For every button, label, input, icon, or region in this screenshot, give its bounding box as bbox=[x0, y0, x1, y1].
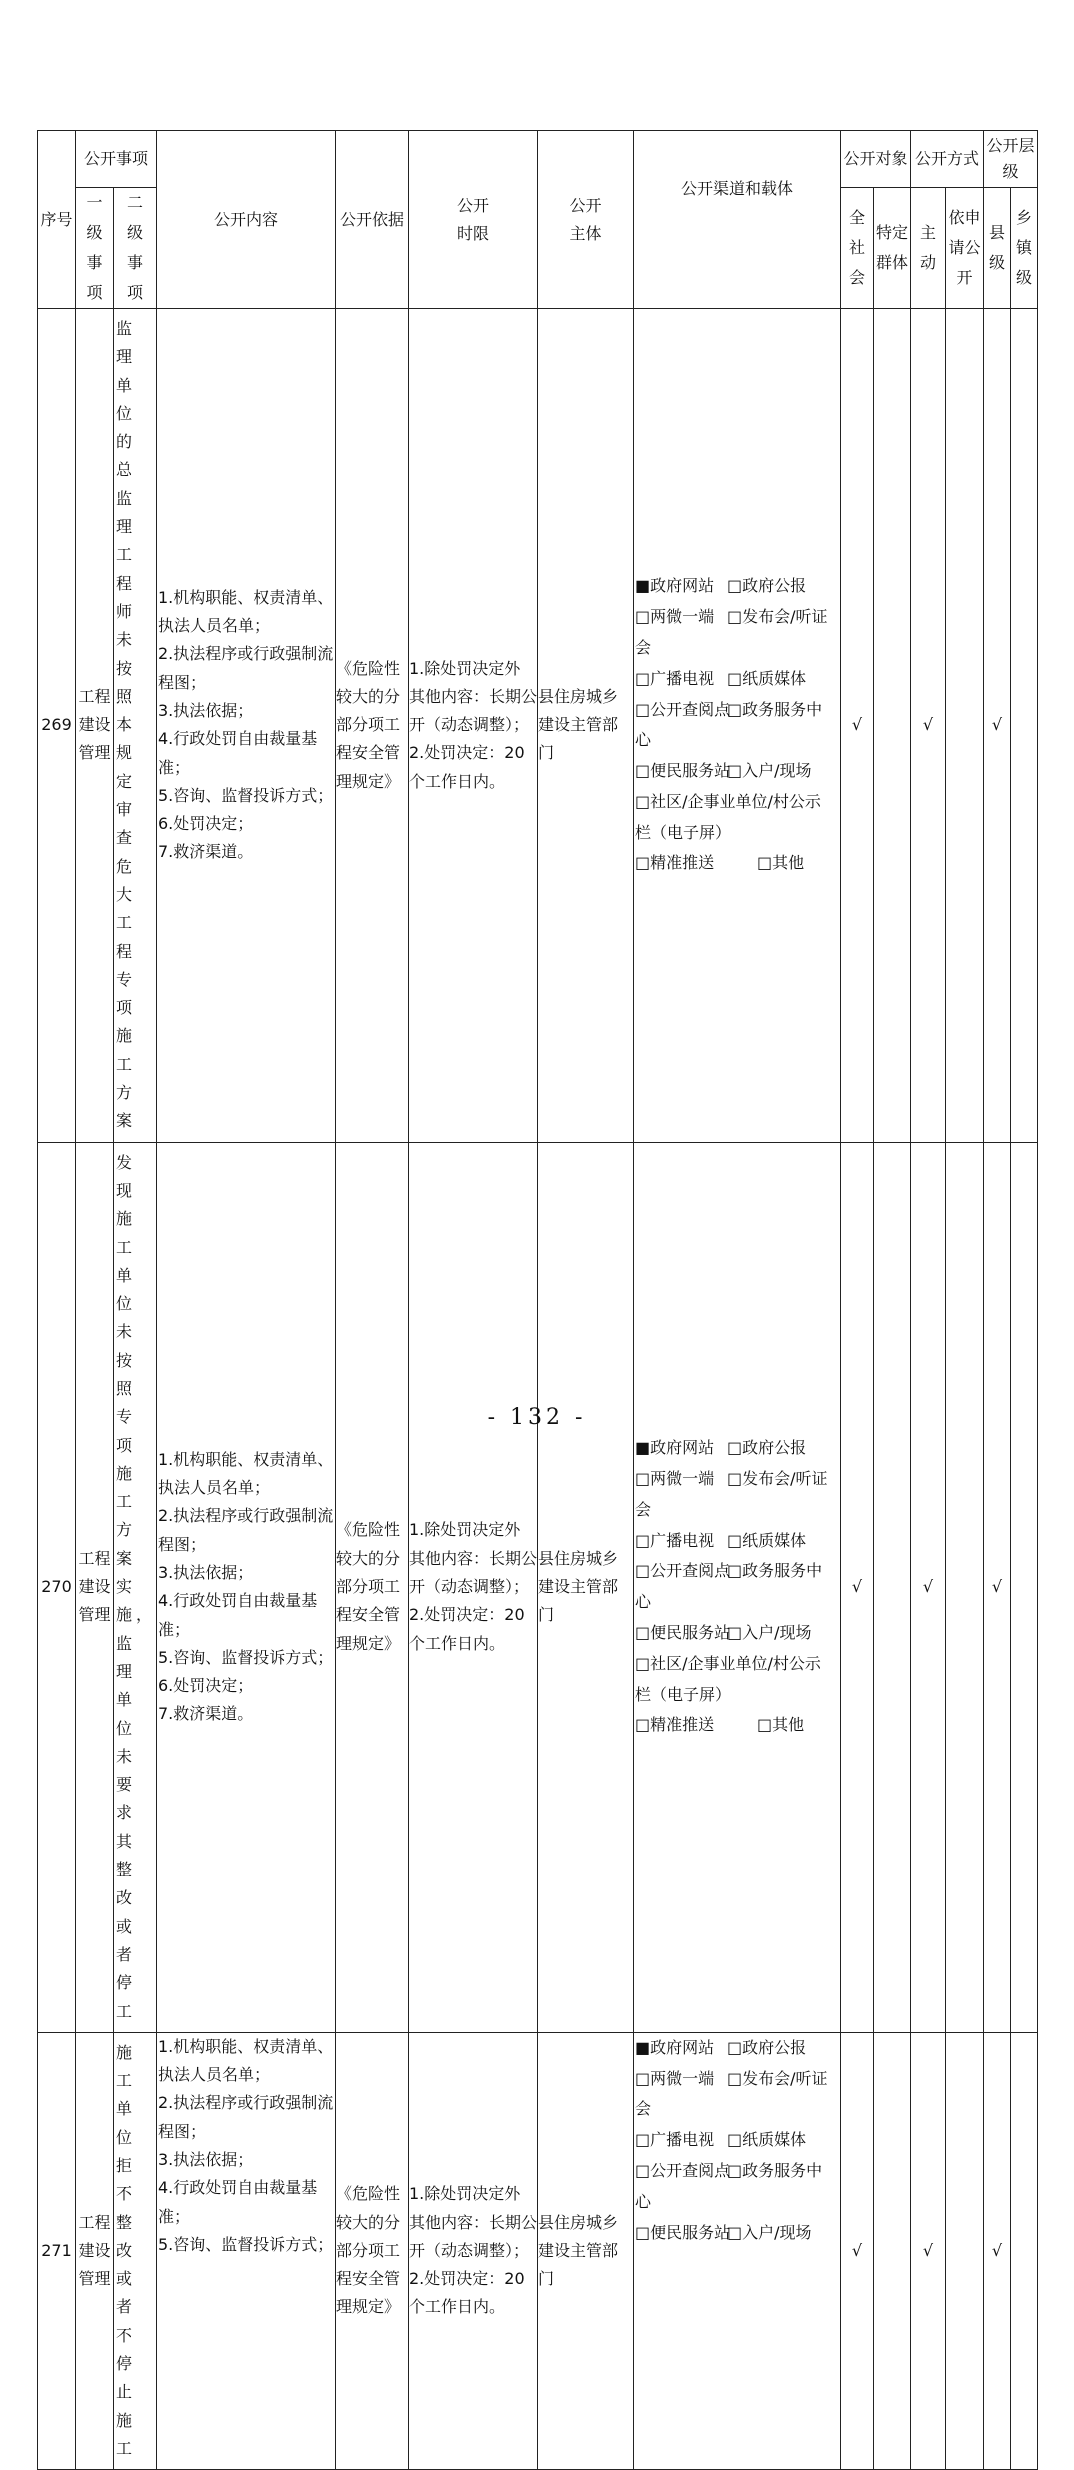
header-level2: 二级事项 bbox=[114, 188, 157, 309]
row-content bbox=[157, 309, 336, 1143]
channel-line bbox=[635, 1680, 839, 1711]
content-line: 执法人员名单； bbox=[158, 1478, 271, 1498]
content-line: 程图； bbox=[158, 672, 207, 692]
content-line: 2.执法程序或行政强制流 bbox=[158, 1506, 334, 1526]
channel-line bbox=[635, 2218, 839, 2249]
channel-option: ■政府网站 bbox=[635, 1438, 715, 1458]
row-subject bbox=[538, 2032, 634, 2469]
header-channels: 公开渠道和载体 bbox=[634, 131, 841, 309]
subject-line: 县住房城乡 bbox=[538, 1548, 619, 1568]
channel-line bbox=[635, 2064, 839, 2095]
header-time-limit-line1: 公开 bbox=[457, 195, 490, 215]
channel-option: □社区/企事业单位/村公示 bbox=[635, 791, 821, 811]
row-basis bbox=[336, 309, 409, 1143]
channel-option: 会 bbox=[635, 2099, 652, 2119]
channel-option: □政府公报 bbox=[727, 576, 807, 596]
subject-line: 县住房城乡 bbox=[538, 686, 619, 706]
channel-line bbox=[635, 633, 839, 664]
content-line: 程图； bbox=[158, 1534, 207, 1554]
header-method-active: 主动 bbox=[911, 188, 946, 309]
row-level1 bbox=[76, 2032, 114, 2469]
channel-line bbox=[635, 2094, 839, 2125]
row-channels bbox=[634, 309, 841, 1143]
channel-option: □入户/现场 bbox=[727, 761, 812, 781]
channel-line bbox=[635, 2156, 839, 2187]
row-level2 bbox=[114, 2032, 157, 2469]
row-level2 bbox=[114, 309, 157, 1143]
header-method-request: 依申请公开 bbox=[946, 188, 984, 309]
channel-line bbox=[635, 756, 839, 787]
row-all-society: √ bbox=[841, 2032, 874, 2469]
channel-option: 会 bbox=[635, 637, 652, 657]
content-line: 1.机构职能、权责清单、 bbox=[158, 587, 334, 607]
row-level2-text: 施工单位拒不整改或者不停止施工 bbox=[116, 2042, 137, 2458]
content-line: 2.执法程序或行政强制流 bbox=[158, 2093, 334, 2113]
header-level1: 一级事项 bbox=[76, 188, 114, 309]
row-county: √ bbox=[984, 1142, 1011, 2032]
channel-option: □政务服务中 bbox=[727, 2161, 823, 2180]
channel-option: 心 bbox=[635, 1592, 652, 1612]
header-subject-line2: 主体 bbox=[569, 223, 602, 243]
content-line: 执法人员名单； bbox=[158, 2065, 271, 2085]
channel-option: □发布会/听证 bbox=[727, 607, 828, 627]
basis-line: 较大的分 bbox=[336, 2212, 401, 2232]
channel-line bbox=[635, 2033, 839, 2064]
channel-option: 栏（电子屏） bbox=[635, 1684, 732, 1704]
row-on-request bbox=[946, 2032, 984, 2469]
header-level-county: 县级 bbox=[984, 188, 1011, 309]
channel-line bbox=[635, 1649, 839, 1680]
content-line: 1.机构职能、权责清单、 bbox=[158, 1449, 334, 1469]
row-all-society: √ bbox=[841, 1142, 874, 2032]
row-town bbox=[1011, 2032, 1038, 2469]
limit-line: 其他内容：长期公 bbox=[409, 1548, 538, 1568]
limit-line: 开（动态调整）； bbox=[409, 1577, 530, 1597]
row-subject bbox=[538, 309, 634, 1143]
channel-line bbox=[635, 1710, 839, 1741]
row-level1-text: 工程建设管理 bbox=[78, 687, 111, 763]
row-level2-text: 发现施工单位未按照专项施工方案实施，监理单位未要求其整改或者停工 bbox=[116, 1152, 157, 2021]
basis-line: 部分项工 bbox=[336, 1577, 401, 1597]
row-active: √ bbox=[911, 309, 946, 1143]
channel-line bbox=[635, 1587, 839, 1618]
row-level2-text: 监理单位的总监理工程师未按照本规定审查危大工程专项施工方案 bbox=[116, 319, 137, 1131]
channel-option: □公开查阅点 bbox=[635, 2161, 731, 2180]
channel-line bbox=[635, 664, 839, 695]
row-channels bbox=[634, 2032, 841, 2469]
channel-option: □广播电视 bbox=[635, 1530, 715, 1550]
channel-line bbox=[635, 571, 839, 602]
row-seq: 271 bbox=[38, 2032, 76, 2469]
row-town bbox=[1011, 1142, 1038, 2032]
header-level: 公开层级 bbox=[984, 131, 1038, 188]
channel-option: □公开查阅点 bbox=[635, 1561, 731, 1581]
limit-line: 1.除处罚决定外 bbox=[409, 2184, 521, 2204]
channel-option: □发布会/听证 bbox=[727, 2068, 828, 2088]
content-line: 6.处罚决定； bbox=[158, 1676, 254, 1696]
row-channels bbox=[634, 1142, 841, 2032]
content-line: 4.行政处罚自由裁量基 bbox=[158, 2178, 318, 2198]
channel-option: □便民服务站 bbox=[635, 1623, 731, 1642]
channel-line bbox=[635, 1433, 839, 1464]
limit-line: 开（动态调整）； bbox=[409, 715, 530, 735]
row-time-limit bbox=[409, 1142, 538, 2032]
channel-line bbox=[635, 695, 839, 726]
header-basis: 公开依据 bbox=[336, 131, 409, 309]
header-time-limit bbox=[409, 131, 538, 309]
header-target: 公开对象 bbox=[841, 131, 911, 188]
row-active: √ bbox=[911, 1142, 946, 2032]
content-line: 4.行政处罚自由裁量基 bbox=[158, 729, 318, 749]
row-subject bbox=[538, 1142, 634, 2032]
channel-option: □政府公报 bbox=[727, 2037, 807, 2057]
limit-line: 1.除处罚决定外 bbox=[409, 1520, 521, 1540]
subject-line: 门 bbox=[538, 2269, 555, 2289]
channel-option: □入户/现场 bbox=[727, 1623, 812, 1642]
channel-option: 心 bbox=[635, 2191, 652, 2211]
basis-line: 程安全管 bbox=[336, 2269, 401, 2289]
channel-option: □社区/企事业单位/村公示 bbox=[635, 1653, 821, 1673]
channel-option: 栏（电子屏） bbox=[635, 822, 732, 842]
page-number: - 132 - bbox=[487, 1405, 587, 1430]
channel-option: ■政府网站 bbox=[635, 576, 715, 596]
content-line: 7.救济渠道。 bbox=[158, 842, 254, 862]
row-specific-group bbox=[874, 2032, 911, 2469]
basis-line: 较大的分 bbox=[336, 1548, 401, 1568]
channel-line bbox=[635, 602, 839, 633]
channel-option: ■政府网站 bbox=[635, 2037, 715, 2057]
content-line: 3.执法依据； bbox=[158, 701, 254, 720]
basis-line: 较大的分 bbox=[336, 686, 401, 706]
header-time-limit-line2: 时限 bbox=[457, 223, 490, 243]
limit-line: 2.处罚决定：20 bbox=[409, 2269, 525, 2289]
channel-line bbox=[635, 1495, 839, 1526]
header-target-specific: 特定群体 bbox=[874, 188, 911, 309]
row-seq: 269 bbox=[38, 309, 76, 1143]
channel-option: □两微一端 bbox=[635, 2068, 715, 2088]
channel-option: □政府公报 bbox=[727, 1438, 807, 1458]
row-content bbox=[157, 1142, 336, 2032]
channel-option: □政务服务中 bbox=[727, 1561, 823, 1581]
channel-option: 会 bbox=[635, 1499, 652, 1519]
basis-line: 理规定》 bbox=[336, 771, 401, 791]
content-line: 6.处罚决定； bbox=[158, 814, 254, 834]
row-town bbox=[1011, 309, 1038, 1143]
content-line: 执法人员名单； bbox=[158, 616, 271, 636]
row-content bbox=[157, 2032, 336, 2469]
channel-line bbox=[635, 848, 839, 879]
row-time-limit bbox=[409, 2032, 538, 2469]
channel-option: □精准推送 bbox=[635, 853, 715, 873]
row-county: √ bbox=[984, 2032, 1011, 2469]
channel-option: □入户/现场 bbox=[727, 2222, 812, 2242]
content-line: 准； bbox=[158, 1619, 191, 1639]
content-line: 准； bbox=[158, 2206, 191, 2226]
header-seq: 序号 bbox=[38, 131, 76, 309]
channel-option: □便民服务站 bbox=[635, 761, 731, 781]
row-level1-text: 工程建设管理 bbox=[78, 2213, 111, 2289]
header-content: 公开内容 bbox=[157, 131, 336, 309]
header-method: 公开方式 bbox=[911, 131, 984, 188]
table-row bbox=[38, 309, 1038, 1143]
channel-line bbox=[635, 2187, 839, 2218]
subject-line: 门 bbox=[538, 1605, 555, 1625]
content-line: 2.执法程序或行政强制流 bbox=[158, 644, 334, 664]
row-active: √ bbox=[911, 2032, 946, 2469]
row-level1-text: 工程建设管理 bbox=[78, 1549, 111, 1625]
disclosure-table bbox=[37, 130, 1038, 2470]
channel-option: □其他 bbox=[757, 1715, 805, 1735]
subject-line: 门 bbox=[538, 743, 555, 763]
basis-line: 《危险性 bbox=[336, 658, 401, 678]
limit-line: 个工作日内。 bbox=[409, 2297, 506, 2317]
basis-line: 理规定》 bbox=[336, 1633, 401, 1653]
basis-line: 《危险性 bbox=[336, 2184, 401, 2204]
channel-line bbox=[635, 725, 839, 756]
limit-line: 2.处罚决定：20 bbox=[409, 743, 525, 763]
subject-line: 建设主管部 bbox=[538, 1577, 619, 1597]
content-line: 5.咨询、监督投诉方式； bbox=[158, 785, 334, 805]
header-subject-line1: 公开 bbox=[569, 195, 602, 215]
channel-line bbox=[635, 2125, 839, 2156]
channel-option: □公开查阅点 bbox=[635, 699, 731, 719]
channel-option: □政务服务中 bbox=[727, 699, 823, 719]
channel-line bbox=[635, 1556, 839, 1587]
limit-line: 2.处罚决定：20 bbox=[409, 1605, 525, 1625]
header-level-town: 乡镇级 bbox=[1011, 188, 1038, 309]
channel-option: □其他 bbox=[757, 853, 805, 873]
subject-line: 县住房城乡 bbox=[538, 2212, 619, 2232]
row-level1 bbox=[76, 1142, 114, 2032]
table-row bbox=[38, 2032, 1038, 2469]
row-level2 bbox=[114, 1142, 157, 2032]
channel-option: □两微一端 bbox=[635, 607, 715, 627]
content-line: 程图； bbox=[158, 2121, 207, 2141]
basis-line: 部分项工 bbox=[336, 715, 401, 735]
row-specific-group bbox=[874, 309, 911, 1143]
table-row bbox=[38, 1142, 1038, 2032]
channel-line bbox=[635, 1464, 839, 1495]
content-line: 7.救济渠道。 bbox=[158, 1704, 254, 1724]
row-time-limit bbox=[409, 309, 538, 1143]
content-line: 3.执法依据； bbox=[158, 1562, 254, 1582]
channel-line bbox=[635, 1526, 839, 1557]
content-line: 准； bbox=[158, 757, 191, 777]
content-line: 5.咨询、监督投诉方式； bbox=[158, 2234, 334, 2254]
basis-line: 《危险性 bbox=[336, 1520, 401, 1540]
limit-line: 其他内容：长期公 bbox=[409, 2212, 538, 2232]
limit-line: 其他内容：长期公 bbox=[409, 686, 538, 706]
channel-option: □纸质媒体 bbox=[727, 668, 807, 688]
channel-option: □纸质媒体 bbox=[727, 2130, 807, 2150]
limit-line: 开（动态调整）； bbox=[409, 2240, 530, 2260]
row-seq: 270 bbox=[38, 1142, 76, 2032]
subject-line: 建设主管部 bbox=[538, 715, 619, 735]
channel-option: □精准推送 bbox=[635, 1715, 715, 1735]
channel-option: 心 bbox=[635, 730, 652, 750]
basis-line: 程安全管 bbox=[336, 743, 401, 763]
content-line: 4.行政处罚自由裁量基 bbox=[158, 1591, 318, 1611]
content-line: 5.咨询、监督投诉方式； bbox=[158, 1647, 334, 1667]
subject-line: 建设主管部 bbox=[538, 2240, 619, 2260]
channel-option: □纸质媒体 bbox=[727, 1530, 807, 1550]
header-target-all: 全社会 bbox=[841, 188, 874, 309]
limit-line: 1.除处罚决定外 bbox=[409, 658, 521, 678]
channel-option: □两微一端 bbox=[635, 1469, 715, 1489]
header-public-items: 公开事项 bbox=[76, 131, 157, 188]
row-basis bbox=[336, 2032, 409, 2469]
row-specific-group bbox=[874, 1142, 911, 2032]
row-on-request bbox=[946, 1142, 984, 2032]
content-line: 1.机构职能、权责清单、 bbox=[158, 2036, 334, 2056]
row-basis bbox=[336, 1142, 409, 2032]
channel-option: □广播电视 bbox=[635, 668, 715, 688]
channel-line bbox=[635, 818, 839, 849]
row-on-request bbox=[946, 309, 984, 1143]
basis-line: 程安全管 bbox=[336, 1605, 401, 1625]
channel-line bbox=[635, 1618, 839, 1649]
channel-line bbox=[635, 787, 839, 818]
channel-option: □广播电视 bbox=[635, 2130, 715, 2150]
channel-option: □发布会/听证 bbox=[727, 1469, 828, 1489]
limit-line: 个工作日内。 bbox=[409, 1633, 506, 1653]
content-line: 3.执法依据； bbox=[158, 2150, 254, 2169]
limit-line: 个工作日内。 bbox=[409, 771, 506, 791]
header-subject bbox=[538, 131, 634, 309]
row-all-society: √ bbox=[841, 309, 874, 1143]
row-county: √ bbox=[984, 309, 1011, 1143]
channel-option: □便民服务站 bbox=[635, 2222, 731, 2242]
basis-line: 理规定》 bbox=[336, 2297, 401, 2317]
row-level1 bbox=[76, 309, 114, 1143]
basis-line: 部分项工 bbox=[336, 2240, 401, 2260]
